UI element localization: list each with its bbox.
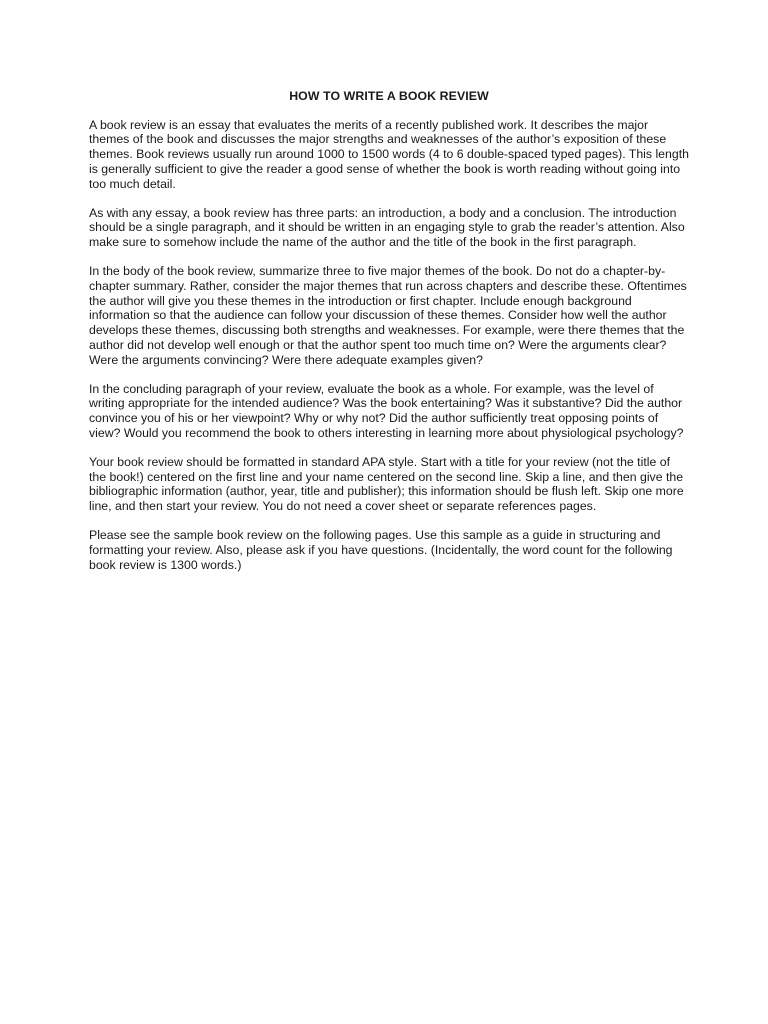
paragraph-conclusion: In the concluding paragraph of your review, evaluate the book as a whole. For example, was the level of writing appropriate for the intended audience? Was the book entertaining? Was it substantive? Did the author convince you of his or her viewpoint? Why or why not? Did the author sufficiently treat opposing points of view? Would you recommend the book to others interesting in learning more about physiological psychology?: [89, 381, 684, 440]
paragraph-body-themes: In the body of the book review, summarize three to five major themes of the book. Do not do a chapter-by-chapter summary. Rather, consider the major themes that run across chapters and describe these. Oftentimes the author will give you these themes in the introduction or first chapter. Include enough background information so that the audience can follow your discussion of these themes. Consider how well the author develops these themes, discussing both strengths and weaknesses. For example, were there themes that the author did not develop well enough or that the author spent too much time on? Were the arguments clear? Were the arguments convincing? Were there adequate examples given?: [89, 264, 687, 367]
paragraph-introduction: A book review is an essay that evaluates the merits of a recently published work. It describes the major themes of the book and discusses the major strengths and weaknesses of the author’s exposition of these themes. Book reviews usually run around 1000 to 1500 words (4 to 6 double-spaced typed pages). This length is generally sufficient to give the reader a good sense of whether the book is worth reading without going into too much detail.: [89, 117, 689, 191]
paragraph-apa-format: Your book review should be formatted in standard APA style. Start with a title for your review (not the title of the book!) centered on the first line and your name centered on the second line. Skip a line, and then give the bibliographic information (author, year, title and publisher); this information should be flush left. Skip one more line, and then start your review. You do not need a cover sheet or separate references pages.: [89, 455, 684, 514]
document-title: HOW TO WRITE A BOOK REVIEW: [289, 89, 489, 103]
paragraph-essay-parts: As with any essay, a book review has three parts: an introduction, a body and a conclusion. The introduction should be a single paragraph, and it should be written in an engaging style to grab the reader’s attention. Also make sure to somehow include the name of the author and the title of the book in the first paragraph.: [89, 205, 685, 250]
document-page: [89, 89, 689, 587]
paragraph-sample-note: Please see the sample book review on the following pages. Use this sample as a guide in structuring and formatting your review. Also, please ask if you have questions. (Incidentally, the word count for the following book review is 1300 words.): [89, 528, 673, 572]
